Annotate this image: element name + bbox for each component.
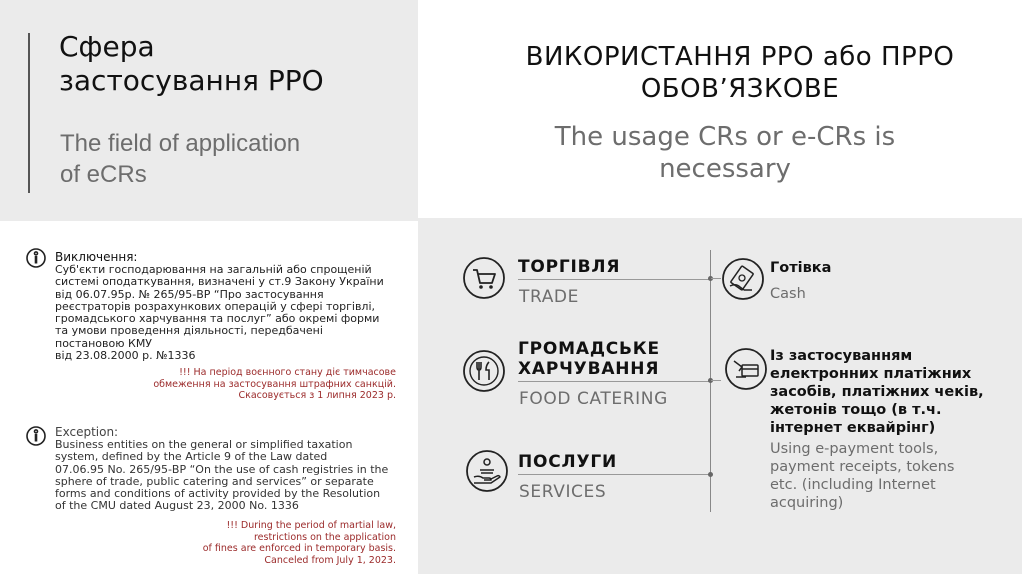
category-services-en: SERVICES xyxy=(519,482,607,502)
info-icon xyxy=(26,426,46,446)
exclusion-ua-line: та умови проведення діяльності, передбачені xyxy=(55,324,323,338)
exclusion-body-en xyxy=(55,439,400,513)
exclusion-body-ua xyxy=(55,264,400,362)
note-ua-line: обмеження на застосування штрафних санкцій. xyxy=(153,378,396,390)
section-heading-en-line2: necessary xyxy=(659,154,791,184)
exclusion-ua-line: реєстраторів розрахункових операцій у сфері торгівлі, xyxy=(55,299,376,313)
exclusion-title-ua: Виключення: xyxy=(55,250,138,264)
payment-electronic-ua xyxy=(770,347,1000,437)
card-payment-icon xyxy=(724,347,768,391)
payment-electronic-ua-line: жетонів тощо (в т.ч. xyxy=(770,402,942,418)
category-catering-ua-line2: ХАРЧУВАННЯ xyxy=(518,359,660,379)
top-right-panel xyxy=(418,0,1022,218)
note-en-line: Canceled from July 1, 2023. xyxy=(264,554,396,566)
divider-dot xyxy=(708,472,713,477)
exclusion-en-line: sphere of trade, public catering and services” or separate xyxy=(55,474,374,488)
exclusion-en-line: system, defined by the Article 9 of the Law dated xyxy=(55,450,328,464)
martial-law-note-en xyxy=(203,520,396,566)
note-ua-line: Скасовується з 1 липня 2023 р. xyxy=(238,390,396,401)
payment-electronic-ua-line: засобів, платіжних чеків, xyxy=(770,384,984,400)
page-title-en-line2: of eCRs xyxy=(60,161,147,188)
payment-electronic-ua-line: інтернет еквайрінг) xyxy=(770,420,936,436)
category-trade-ua: ТОРГІВЛЯ xyxy=(518,257,621,277)
divider-tick xyxy=(711,278,721,279)
payment-electronic-en xyxy=(770,440,1000,512)
payment-electronic-en-line: Using e-payment tools, xyxy=(770,441,939,457)
exclusion-ua-line: Суб'єкти господарювання на загальній або спрощеній xyxy=(55,263,372,276)
category-catering-en: FOOD CATERING xyxy=(519,389,668,409)
note-en-line: restrictions on the application xyxy=(253,531,396,543)
page-title-ua-line2: застосування РРО xyxy=(59,64,324,97)
divider xyxy=(518,474,710,475)
exclusion-ua-line: від 06.07.95р. № 265/95-ВР “Про застосування xyxy=(55,287,324,301)
divider-tick xyxy=(711,380,721,381)
exclusion-ua-line: від 23.08.2000 р. №1336 xyxy=(55,349,196,363)
exclusion-ua-line: постановою КМУ xyxy=(55,336,153,350)
section-heading-en-line1: The usage CRs or e-CRs is xyxy=(554,122,896,152)
martial-law-note-ua xyxy=(153,367,396,402)
payment-electronic-en-line: payment receipts, tokens xyxy=(770,459,955,475)
section-heading-ua xyxy=(470,41,1010,105)
payment-electronic-en-line: acquiring) xyxy=(770,495,844,511)
note-en-line: !!! During the period of martial law, xyxy=(226,520,396,531)
exclusion-title-en: Exception: xyxy=(55,425,119,439)
accent-bar xyxy=(28,33,30,193)
exclusion-ua-line: системі оподаткування, визначені у ст.9 Закону України xyxy=(55,275,384,289)
cash-hand-icon xyxy=(721,257,765,301)
category-catering-ua-line1: ГРОМАДСЬКЕ xyxy=(518,339,660,359)
page-title-en xyxy=(60,128,300,190)
payment-electronic-en-line: etc. (including Internet xyxy=(770,477,936,493)
exclusion-ua-line: громадського харчування та послуг” або окремі форми xyxy=(55,312,380,326)
category-catering-ua xyxy=(518,339,660,379)
service-hand-icon xyxy=(465,449,509,493)
exclusion-en-line: 07.06.95 No. 265/95-ВР “On the use of cash registries in the xyxy=(55,462,389,476)
note-ua-line: !!! На період воєнного стану діє тимчасове xyxy=(179,367,396,378)
page-title-ua xyxy=(59,30,324,98)
note-en-line: of fines are enforced in temporary basis. xyxy=(202,543,396,554)
page-title-ua-line1: Сфера xyxy=(59,30,155,63)
payment-electronic-ua-line: електронних платіжних xyxy=(770,366,972,382)
info-icon xyxy=(26,248,46,268)
payment-cash-ua: Готівка xyxy=(770,260,832,276)
divider xyxy=(518,279,710,280)
section-heading-en xyxy=(470,121,980,185)
payment-cash-en: Cash xyxy=(770,286,806,302)
section-heading-ua-line2: ОБОВ’ЯЗКОВЕ xyxy=(640,74,840,104)
page-title-en-line1: The field of application xyxy=(60,130,301,157)
shopping-cart-icon xyxy=(462,256,506,300)
exclusion-en-line: Business entities on the general or simplified taxation xyxy=(55,438,353,451)
section-heading-ua-line1: ВИКОРИСТАННЯ РРО або ПРРО xyxy=(525,42,955,72)
exclusion-en-line: forms and conditions of activity provided by the Resolution xyxy=(55,487,381,501)
exclusion-en-line: of the CMU dated August 23, 2000 No. 1336 xyxy=(55,499,299,513)
category-services-ua: ПОСЛУГИ xyxy=(518,452,618,472)
payment-electronic-ua-line: Із застосуванням xyxy=(770,348,913,364)
category-trade-en: TRADE xyxy=(519,287,579,307)
divider xyxy=(518,381,710,382)
fork-knife-icon xyxy=(462,349,506,393)
